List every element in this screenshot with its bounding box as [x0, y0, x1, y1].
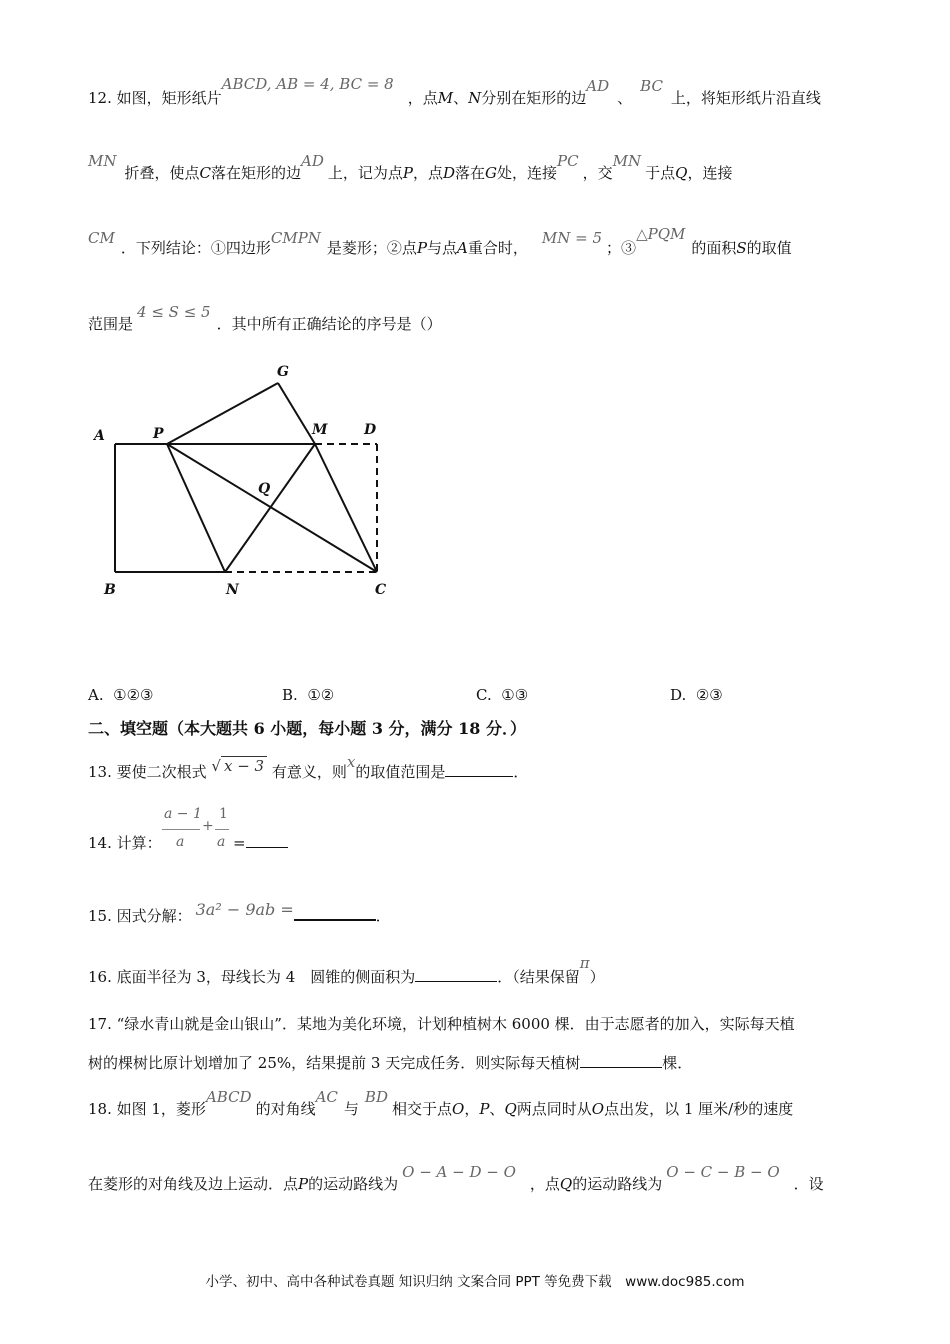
q17-line-2: 树的棵树比原计划增加了 25%，结果提前 3 天完成任务．则实际每天植树 棵． [88, 1054, 693, 1072]
q18-line-1: 18. 如图 1，菱形ABCD的对角线AC与BD相交于点O，P、Q两点同时从O点出发，以 1 厘米/秒的速度 [88, 1088, 794, 1118]
q12-figure [0, 0, 950, 640]
fraction-1-numerator: a − 1 [164, 806, 202, 822]
fraction-1-denominator: a [176, 834, 185, 850]
label-B: B [104, 582, 116, 598]
label-Q: Q [258, 481, 271, 497]
sqrt-expression: √ x − 3 [211, 757, 267, 775]
label-M: M [312, 422, 328, 438]
option-c[interactable]: C. ①③ [476, 686, 529, 704]
answer-blank-15[interactable] [294, 919, 376, 921]
math-abcd: ABCD, AB = 4, BC = 8 [221, 75, 394, 93]
fraction-2-bar [215, 829, 229, 830]
label-P: P [153, 426, 164, 442]
label-A: A [94, 428, 105, 444]
answer-blank-16[interactable] [415, 981, 497, 982]
q15: 15. 因式分解： 3a² − 9ab = ． [88, 900, 391, 925]
fraction-2-numerator: 1 [219, 806, 228, 822]
fraction-2-denominator: a [217, 834, 226, 850]
footer[interactable]: 小学、初中、高中各种试卷真题 知识归纳 文案合同 PPT 等免费下载 www.doc985.com [205, 1274, 745, 1290]
label-C: C [375, 582, 387, 598]
answer-blank-14[interactable] [246, 847, 288, 848]
plus-sign: + [202, 818, 214, 834]
q16: 16. 底面半径为 3，母线长为 4 圆锥的侧面积为 ．（结果保留π） [88, 954, 605, 986]
q12-line-3: CM．下列结论：①四边形CMPN是菱形；②点P与点A重合时，MN = 5；③△PQM的面积S的取值 [88, 225, 792, 257]
q12-line-4: 范围是4 ≤ S ≤ 5．其中所有正确结论的序号是（） [88, 303, 442, 333]
q13: 13. 要使二次根式 √ x − 3 有意义，则x的取值范围是 ． [88, 753, 529, 781]
label-G: G [277, 364, 289, 380]
option-a[interactable]: A. ①②③ [88, 686, 154, 704]
q12-line-1: 12. 如图，矩形纸片ABCD, AB = 4, BC = 8，点M、N分别在矩形的边AD、BC上，将矩形纸片沿直线 [88, 75, 821, 107]
q17-line-1: 17. “绿水青山就是金山银山”．某地为美化环境，计划种植树木 6000 棵．由于志愿者的加入，实际每天植 [88, 1015, 795, 1033]
section-2-heading: 二、填空题（本大题共 6 小题，每小题 3 分，满分 18 分．） [88, 719, 526, 738]
answer-blank-17[interactable] [580, 1067, 662, 1068]
option-d[interactable]: D. ②③ [670, 686, 723, 704]
q14: 14. 计算： [88, 834, 162, 852]
label-D: D [364, 422, 377, 438]
label-N: N [226, 582, 239, 598]
q14-equals: = [233, 833, 288, 853]
answer-blank-13[interactable] [445, 776, 513, 777]
option-b[interactable]: B. ①② [282, 686, 335, 704]
fraction-1-bar [162, 829, 200, 830]
q12-line-2: MN折叠，使点C落在矩形的边AD上，记为点P，点D落在G处，连接PC，交MN于点Q，连接 [88, 152, 733, 182]
q18-line-2: 在菱形的对角线及边上运动．点P的运动路线为O − A − D − O，点Q的运动路线为O − C − B − O．设 [88, 1163, 824, 1193]
